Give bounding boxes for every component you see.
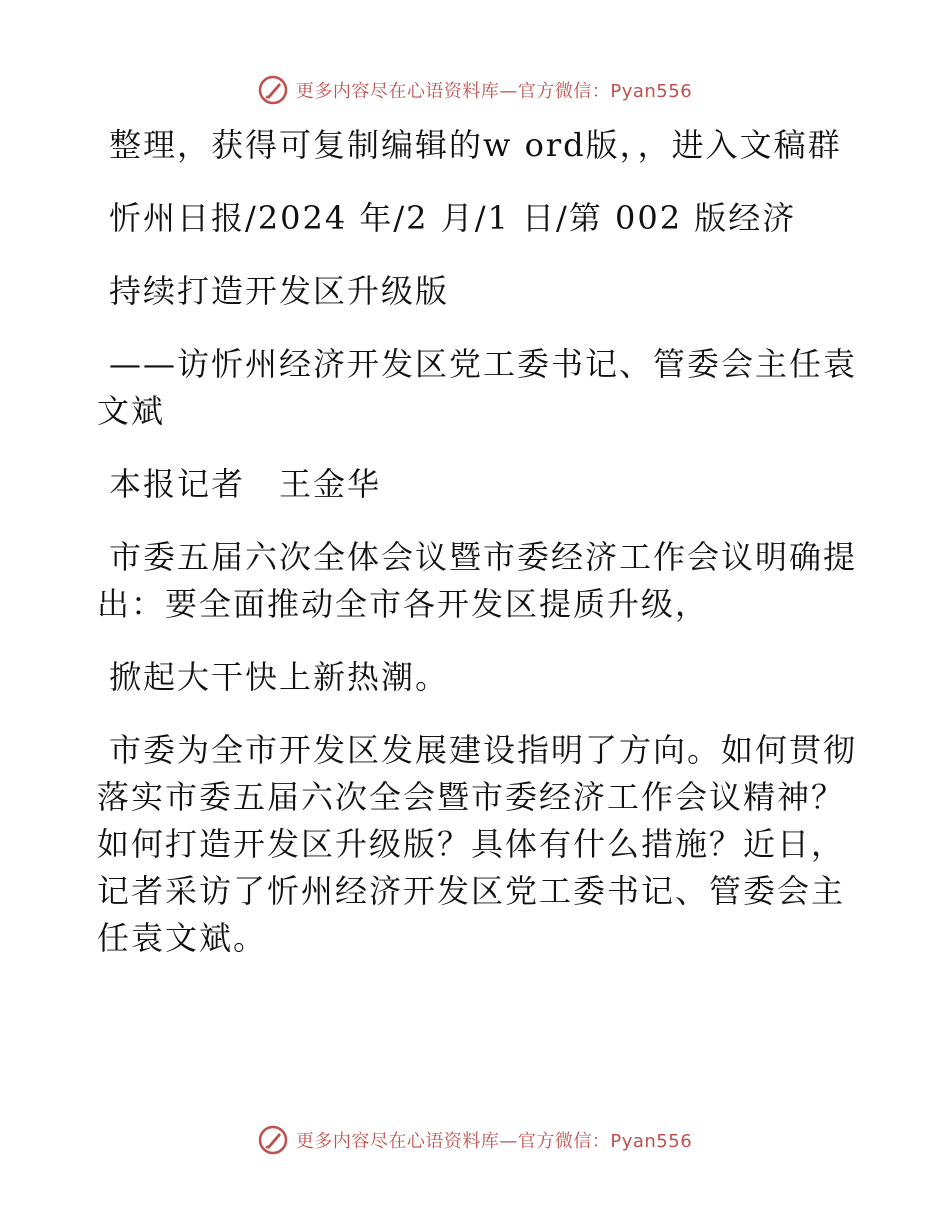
- article-byline: 本报记者 王金华: [109, 465, 382, 503]
- paragraph-intro: 整理，获得可复制编辑的w ord版，，进入文稿群: [109, 126, 842, 164]
- footer-watermark: [0, 1120, 950, 1160]
- article-subtitle: ——访忻州经济开发区党工委书记、管委会主任袁文斌: [97, 345, 858, 430]
- paragraph-body-1: 市委五届六次全体会议暨市委经济工作会议明确提出：要全面推动全市各开发区提质升级，: [97, 538, 858, 623]
- watermark-text: 更多内容尽在心语资料库—官方微信：Pyan556: [295, 1131, 693, 1152]
- watermark-text: 更多内容尽在心语资料库—官方微信：Pyan556: [295, 81, 693, 102]
- paragraph-source: 忻州日报/2024 年/2 月/1 日/第 002 版经济: [109, 199, 797, 237]
- feather-pen-logo-icon: [258, 75, 288, 105]
- paragraph-body-3: 市委为全市开发区发展建设指明了方向。如何贯彻落实市委五届六次全会暨市委经济工作会议精神？如何打造开发区升级版？具体有什么措施？近日，记者采访了忻州经济开发区党工委书记、管委会主任袁文斌。: [97, 731, 858, 957]
- document-body: [97, 122, 857, 988]
- header-watermark: [0, 70, 950, 110]
- feather-pen-logo-icon: [258, 1125, 288, 1155]
- paragraph-body-2: 掀起大干快上新热潮。: [109, 658, 450, 696]
- article-title: 持续打造开发区升级版: [109, 272, 450, 310]
